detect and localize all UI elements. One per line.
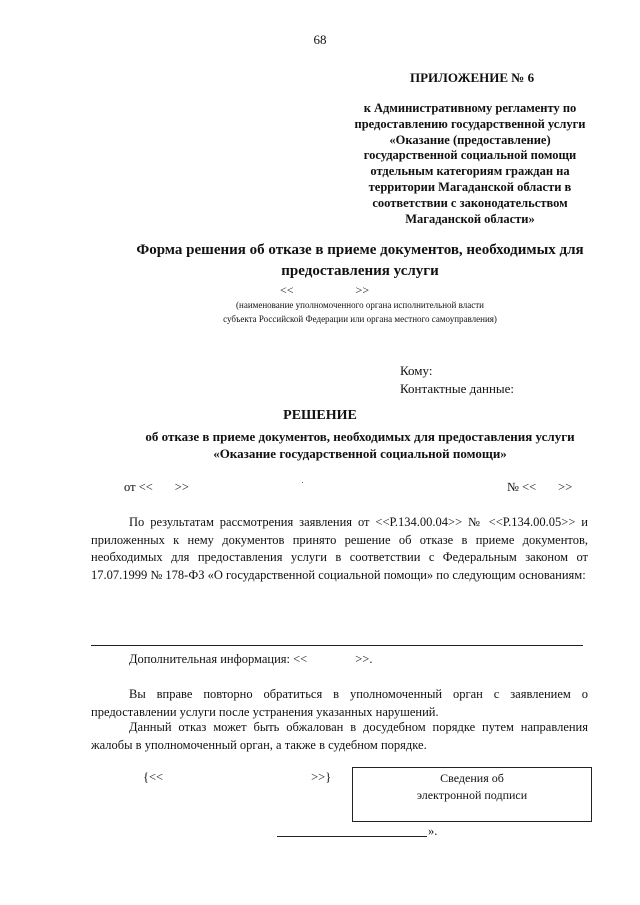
recipient-contacts-label: Контактные данные:: [400, 380, 515, 396]
electronic-signature-box: [352, 767, 592, 822]
date-closing-quote: ».: [428, 824, 438, 838]
number-prefix: №: [507, 480, 519, 494]
additional-open-bracket: <<: [293, 652, 308, 666]
decision-title: РЕШЕНИЕ: [283, 408, 357, 423]
signer-placeholder: [143, 770, 331, 785]
recipient-to-label: Кому:: [400, 363, 433, 378]
signer-open: {<<: [143, 770, 164, 784]
additional-close-bracket: >>: [355, 652, 370, 666]
authority-hint-line1: (наименование уполномоченного органа исполнительной власти: [236, 300, 484, 310]
decision-paragraph-1: [91, 514, 588, 584]
appendix-reference: к Административному регламенту по предоставлению государственной услуги «Оказание (предоставление) государственной социальной помощи отдельным категориям граждан на территории Магаданской области в соответствии с законодательством Магаданской области»: [354, 101, 586, 226]
appendix-title: ПРИЛОЖЕНИЕ № 6: [410, 70, 535, 85]
decision-subtitle-line2: «Оказание государственной социальной помощи»: [213, 446, 507, 461]
additional-info: Дополнительная информация: << >>.: [129, 652, 373, 666]
open-bracket: <<: [280, 283, 294, 297]
number-close-bracket: >>: [558, 480, 573, 494]
date-prefix: от: [124, 480, 136, 494]
reasons-line: [91, 645, 583, 646]
recipient-block: [400, 362, 514, 397]
scan-dot: [302, 482, 303, 483]
paragraph-1-line-1: По результатам рассмотрения заявления от <<Р.134.00.04>> № <<Р.134.00.05>> и: [129, 515, 588, 529]
additional-info-label: Дополнительная информация:: [129, 652, 290, 666]
number-open-bracket: <<: [522, 480, 537, 494]
authority-hint: [130, 298, 590, 326]
decision-subtitle: [100, 428, 620, 462]
authority-name-placeholder: [280, 283, 369, 298]
decision-paragraph-2: Вы вправе повторно обратиться в уполномоченный орган с заявлением о предоставлении услуги после устранения указанных нарушений.: [91, 687, 588, 719]
form-title-line2: предоставления услуги: [281, 263, 439, 279]
decision-date: [124, 480, 189, 495]
decision-number: [507, 480, 572, 495]
close-bracket: >>: [355, 283, 370, 297]
decision-subtitle-line1: об отказе в приеме документов, необходимых для предоставления услуги: [145, 429, 575, 444]
signature-box-text: Сведения об электронной подписи: [416, 771, 528, 802]
date-close-bracket: >>: [174, 480, 189, 494]
date-underline: [277, 836, 427, 837]
form-title: [95, 240, 625, 282]
authority-hint-line2: субъекта Российской Федерации или органа местного самоуправления): [223, 314, 497, 324]
signer-close: >>}: [311, 770, 332, 784]
date-open-bracket: <<: [138, 480, 153, 494]
paragraph-1-rest: приложенных к нему документов принято решение об отказе в приеме документов, необходимых для предоставления услуги в соответствии с Федеральным законом от 17.07.1999 № 178-ФЗ «О государственной социальной помощи» по следующим основаниям:: [91, 532, 588, 582]
decision-paragraph-3: Данный отказ может быть обжалован в досудебном порядке путем направления жалобы в уполномоченный орган, а также в судебном порядке.: [91, 720, 588, 752]
page-number: 68: [313, 32, 327, 47]
form-title-line1: Форма решения об отказе в приеме документов, необходимых для: [136, 242, 584, 258]
